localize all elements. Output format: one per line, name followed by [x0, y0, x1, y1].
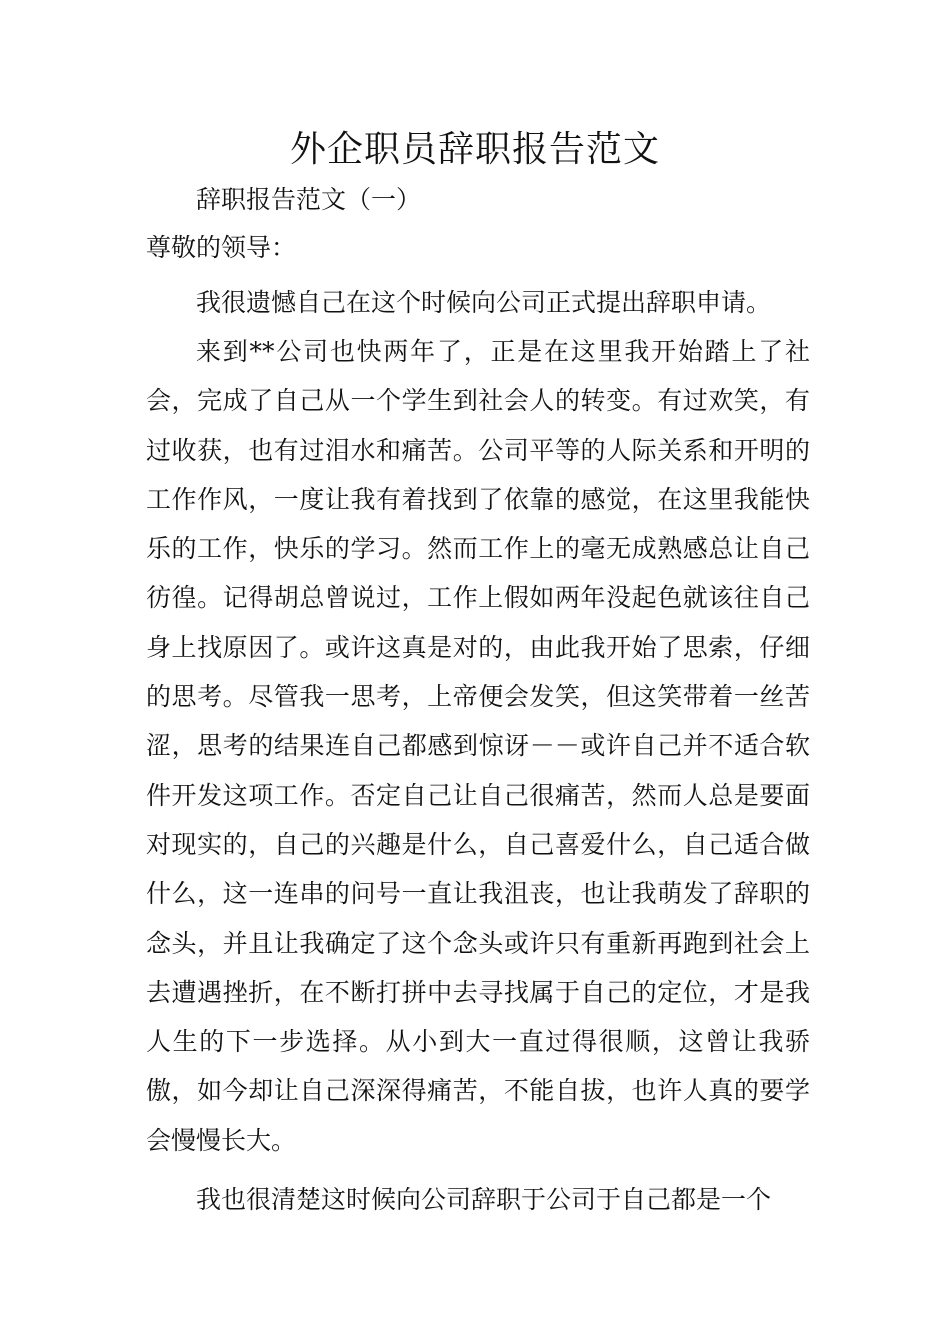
paragraph-1: 我很遗憾自己在这个时候向公司正式提出辞职申请。 — [196, 288, 772, 317]
document-subtitle: 辞职报告范文（一） — [196, 185, 422, 214]
paragraph-2: 来到**公司也快两年了，正是在这里我开始踏上了社会，完成了自己从一个学生到社会人的转变。有过欢笑，有过收获，也有过泪水和痛苦。公司平等的人际关系和开明的工作作风，一度让我有着找到了依靠的感觉，在这里我能快乐的工作，快乐的学习。然而工作上的毫无成熟感总让自己彷徨。记得胡总曾说过，工作上假如两年没起色就该往自己身上找原因了。或许这真是对的，由此我开始了思索，仔细的思考。尽管我一思考，上帝便会发笑，但这笑带着一丝苦涩，思考的结果连自己都感到惊讶－－或许自己并不适合软件开发这项工作。否定自己让自己很痛苦，然而人总是要面对现实的，自己的兴趣是什么，自己喜爱什么，自己适合做什么，这一连串的问号一直让我沮丧，也让我萌发了辞职的念头，并且让我确定了这个念头或许只有重新再跑到社会上去遭遇挫折，在不断打拼中去寻找属于自己的定位，才是我人生的下一步选择。从小到大一直过得很顺，这曾让我骄傲，如今却让自己深深得痛苦，不能自拔，也许人真的要学会慢慢长大。 — [146, 337, 810, 1155]
salutation: 尊敬的领导： — [146, 233, 297, 262]
paragraph-3: 我也很清楚这时候向公司辞职于公司于自己都是一个 — [196, 1185, 772, 1214]
document-title: 外企职员辞职报告范文 — [289, 129, 660, 170]
